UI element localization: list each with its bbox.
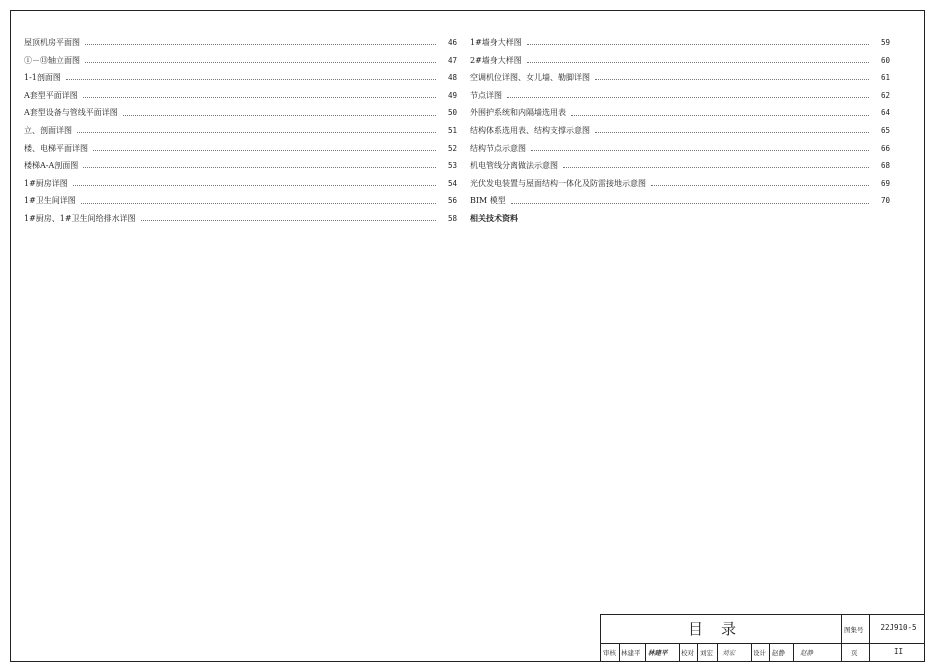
toc-entry[interactable] xyxy=(24,157,457,175)
toc-leader-dots xyxy=(83,167,436,168)
toc-section-heading[interactable] xyxy=(470,210,890,228)
toc-entry[interactable] xyxy=(24,69,457,87)
toc-entry[interactable] xyxy=(470,122,890,140)
toc-leader-dots xyxy=(595,79,869,80)
toc-leader-dots xyxy=(527,44,869,45)
toc-entry-title: 2#墙身大样图 xyxy=(470,55,522,65)
toc-entry-title: 1-1剖面图 xyxy=(24,73,61,83)
page-number: II xyxy=(893,647,904,656)
toc-entry[interactable] xyxy=(470,157,890,175)
toc-entry-title: 1#厨房、1#卫生间给排水详图 xyxy=(24,213,136,223)
toc-entry-page: 66 xyxy=(880,143,890,153)
toc-entry-title: 1#墙身大样图 xyxy=(470,38,522,47)
toc-entry-page: 56 xyxy=(447,196,457,206)
toc-entry-page: 52 xyxy=(447,143,457,153)
toc-leader-dots xyxy=(531,150,869,151)
toc-entry[interactable] xyxy=(470,175,890,193)
toc-entry-title: 结构体系选用表、结构支撑示意图 xyxy=(470,125,590,135)
toc-entry-page: 68 xyxy=(880,161,890,171)
toc-entry-page: 64 xyxy=(880,108,890,118)
toc-entry[interactable] xyxy=(24,34,457,52)
toc-entry[interactable] xyxy=(470,87,890,105)
checker-signature: 刘宏 xyxy=(722,649,735,657)
toc-leader-dots xyxy=(595,132,869,133)
toc-leader-dots xyxy=(571,115,869,116)
checker-label: 校对 xyxy=(681,649,694,657)
title-block-divider xyxy=(841,615,842,662)
title-block-divider xyxy=(679,643,680,662)
toc-entry-page: 48 xyxy=(447,73,457,83)
toc-leader-dots xyxy=(511,203,869,204)
title-block-divider xyxy=(717,643,718,662)
title-block xyxy=(600,614,925,662)
toc-leader-dots xyxy=(73,185,436,186)
toc-leader-dots xyxy=(527,62,869,63)
toc-entry-title: 空调机位详图、女儿墙、勒脚详图 xyxy=(470,73,590,83)
toc-entry-title: 1#卫生间详图 xyxy=(24,196,76,206)
title-block-divider xyxy=(769,643,770,662)
toc-entry-page: 62 xyxy=(880,90,890,100)
title-block-divider xyxy=(697,643,698,662)
toc-entry[interactable] xyxy=(24,52,457,70)
toc-entry-page: 49 xyxy=(447,90,457,100)
title-block-divider xyxy=(793,643,794,662)
toc-entry-title: 楼梯A-A剖面图 xyxy=(24,161,79,171)
toc-entry-title: 机电管线分离做法示意图 xyxy=(470,161,558,171)
toc-leader-dots xyxy=(651,185,869,186)
toc-entry-page: 61 xyxy=(880,73,890,83)
toc-entry-page: 59 xyxy=(880,38,890,47)
toc-entry-page: 46 xyxy=(447,38,457,47)
toc-leader-dots xyxy=(141,220,436,221)
toc-entry-title: BIM 模型 xyxy=(470,196,506,206)
toc-entry[interactable] xyxy=(24,140,457,158)
reviewer-signature: 林建平 xyxy=(648,649,668,657)
toc-entry-page: 70 xyxy=(880,196,890,206)
toc-entry[interactable] xyxy=(24,210,457,228)
toc-entry[interactable] xyxy=(24,104,457,122)
toc-entry-title: 结构节点示意图 xyxy=(470,143,526,153)
title-block-divider xyxy=(751,643,752,662)
toc-entry-title: 光伏发电装置与屋面结构一体化及防雷接地示意图 xyxy=(470,178,646,188)
toc-entry[interactable] xyxy=(24,175,457,193)
toc-entry-title: 外围护系统和内隔墙选用表 xyxy=(470,108,566,118)
toc-left-column xyxy=(24,34,457,228)
toc-entry-page: 51 xyxy=(447,125,457,135)
toc-entry-page: 69 xyxy=(880,178,890,188)
toc-leader-dots xyxy=(81,203,436,204)
toc-section-heading-text: 相关技术资料 xyxy=(470,213,518,223)
toc-entry-title: A套型平面详图 xyxy=(24,90,78,100)
toc-entry-title: 立、剖面详图 xyxy=(24,125,72,135)
title-block-divider xyxy=(619,643,620,662)
toc-leader-dots xyxy=(93,150,436,151)
reviewer-name: 林建平 xyxy=(621,649,641,657)
toc-entry[interactable] xyxy=(470,69,890,87)
toc-entry-title: A套型设备与管线平面详图 xyxy=(24,108,118,118)
toc-entry[interactable] xyxy=(24,122,457,140)
toc-entry[interactable] xyxy=(470,34,890,52)
toc-entry[interactable] xyxy=(470,52,890,70)
toc-entry[interactable] xyxy=(470,140,890,158)
toc-entry-title: 节点详图 xyxy=(470,90,502,100)
toc-entry-title: 1#厨房详图 xyxy=(24,178,68,188)
toc-entry-page: 53 xyxy=(447,161,457,171)
toc-leader-dots xyxy=(507,97,869,98)
toc-leader-dots xyxy=(85,62,436,63)
checker-name: 刘宏 xyxy=(700,649,713,657)
title-block-divider xyxy=(645,643,646,662)
toc-entry[interactable] xyxy=(24,192,457,210)
page-label: 页 xyxy=(851,649,858,657)
toc-entry-title: ①－⑬轴立面图 xyxy=(24,55,80,65)
toc-entry-title: 楼、电梯平面详图 xyxy=(24,143,88,153)
toc-right-column xyxy=(470,34,890,228)
drawing-title: 目录 xyxy=(687,620,754,638)
toc-entry-title: 屋顶机房平面图 xyxy=(24,38,80,47)
toc-entry[interactable] xyxy=(24,87,457,105)
toc-entry-page: 60 xyxy=(880,55,890,65)
toc-leader-dots xyxy=(66,79,436,80)
atlas-number-label: 图集号 xyxy=(844,626,864,634)
toc-leader-dots xyxy=(85,44,436,45)
designer-label: 设计 xyxy=(753,649,766,657)
toc-entry-page: 65 xyxy=(880,125,890,135)
toc-entry-page: 54 xyxy=(447,178,457,188)
toc-entry-page: 47 xyxy=(447,55,457,65)
reviewer-label: 审核 xyxy=(603,649,616,657)
toc-entry-page: 58 xyxy=(447,213,457,223)
title-block-divider xyxy=(601,643,925,644)
toc-entry-page: 50 xyxy=(447,108,457,118)
designer-name: 赵静 xyxy=(772,649,785,657)
toc-entry[interactable] xyxy=(470,192,890,210)
title-block-divider xyxy=(869,615,870,662)
toc-leader-dots xyxy=(83,97,436,98)
designer-signature: 赵静 xyxy=(800,649,813,657)
atlas-number: 22J910-5 xyxy=(880,623,917,632)
toc-leader-dots xyxy=(563,167,869,168)
toc-leader-dots xyxy=(123,115,436,116)
toc-entry[interactable] xyxy=(470,104,890,122)
toc-leader-dots xyxy=(77,132,436,133)
